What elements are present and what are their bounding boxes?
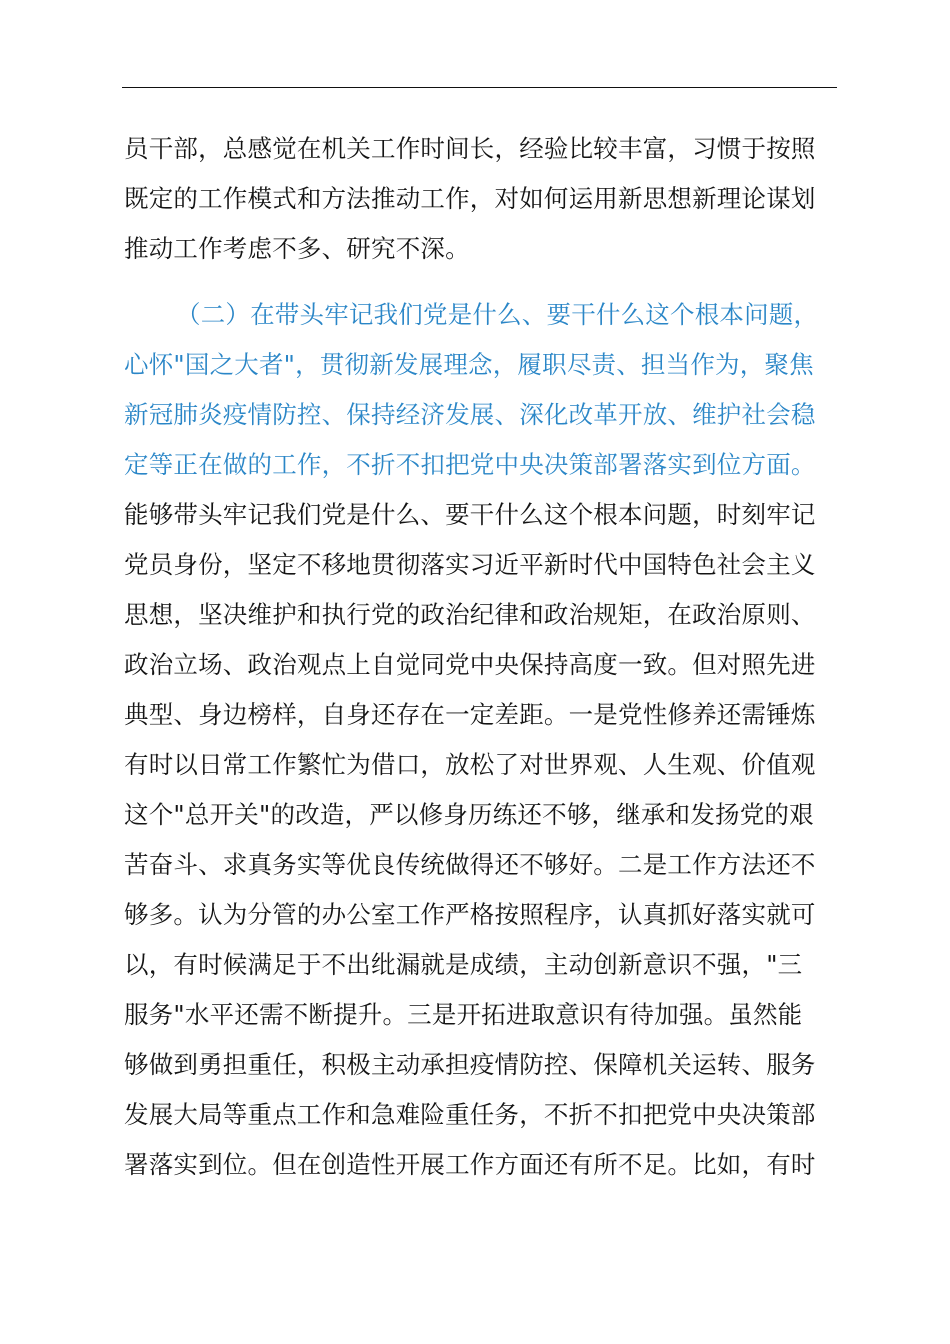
heading-line: 定等正在做的工作，不折不扣把党中央决策部署落实到位方面。 <box>124 450 816 479</box>
text-line: 思想，坚决维护和执行党的政治纪律和政治规矩，在政治原则、 <box>124 600 816 629</box>
text-line: 有时以日常工作繁忙为借口，放松了对世界观、人生观、价值观 <box>124 750 816 779</box>
text-line: 署落实到位。但在创造性开展工作方面还有所不足。比如，有时 <box>124 1150 816 1179</box>
text-line: 既定的工作模式和方法推动工作，对如何运用新思想新理论谋划 <box>124 184 816 213</box>
text-line: 能够带头牢记我们党是什么、要干什么这个根本问题，时刻牢记 <box>124 500 816 529</box>
text-line: 够多。认为分管的办公室工作严格按照程序，认真抓好落实就可 <box>124 900 816 929</box>
text-line: 发展大局等重点工作和急难险重任务，不折不扣把党中央决策部 <box>124 1100 816 1129</box>
heading-line: 新冠肺炎疫情防控、保持经济发展、深化改革开放、维护社会稳 <box>124 400 816 429</box>
paragraph-continued <box>124 124 840 274</box>
paragraph-body <box>124 490 840 1190</box>
text-line: 员干部，总感觉在机关工作时间长，经验比较丰富，习惯于按照 <box>124 134 816 163</box>
text-line: 推动工作考虑不多、研究不深。 <box>124 234 470 263</box>
section-heading <box>124 290 840 490</box>
text-line: 苦奋斗、求真务实等优良传统做得还不够好。二是工作方法还不 <box>124 850 816 879</box>
heading-line: 心怀"国之大者"，贯彻新发展理念，履职尽责、担当作为，聚焦 <box>124 350 814 379</box>
heading-line: （二）在带头牢记我们党是什么、要干什么这个根本问题， <box>176 300 819 329</box>
text-line: 以，有时候满足于不出纰漏就是成绩，主动创新意识不强，"三 <box>124 950 803 979</box>
text-line: 典型、身边榜样，自身还存在一定差距。一是党性修养还需锤炼 <box>124 700 816 729</box>
text-line: 党员身份，坚定不移地贯彻落实习近平新时代中国特色社会主义 <box>124 550 816 579</box>
header-rule <box>122 87 837 88</box>
text-line: 服务"水平还需不断提升。三是开拓进取意识有待加强。虽然能 <box>124 1000 803 1029</box>
text-line: 够做到勇担重任，积极主动承担疫情防控、保障机关运转、服务 <box>124 1050 816 1079</box>
text-line: 这个"总开关"的改造，严以修身历练还不够，继承和发扬党的艰 <box>124 800 814 829</box>
text-line: 政治立场、政治观点上自觉同党中央保持高度一致。但对照先进 <box>124 650 816 679</box>
